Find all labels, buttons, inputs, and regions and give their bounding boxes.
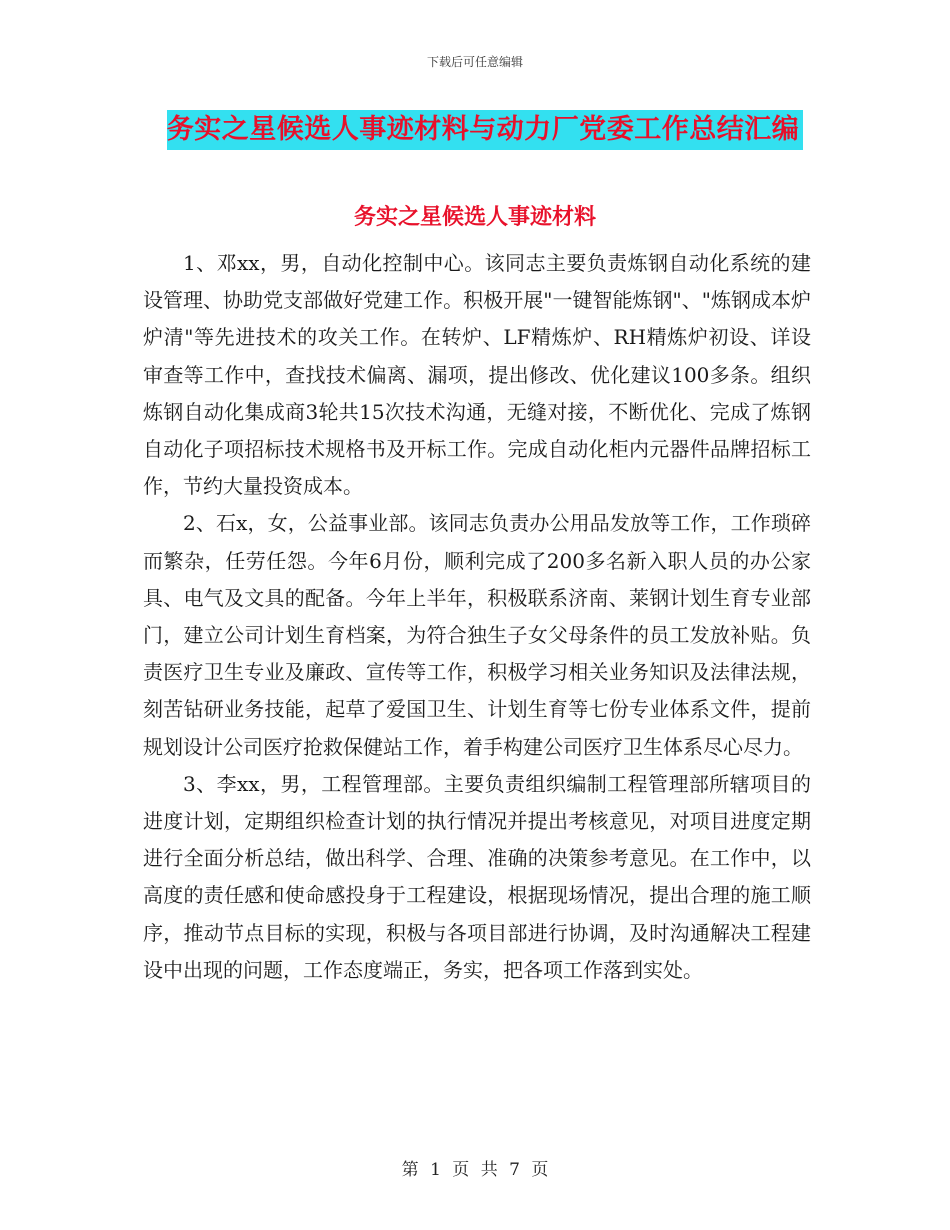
- document-body: [143, 245, 811, 989]
- paragraph-1: 1、邓xx，男，自动化控制中心。该同志主要负责炼钢自动化系统的建设管理、协助党支部做好党建工作。积极开展"一键智能炼钢"、"炼钢成本炉炉清"等先进技术的攻关工作。在转炉、LF精炼炉、RH精炼炉初设、详设审查等工作中，查找技术偏离、漏项，提出修改、优化建议100多条。组织炼钢自动化集成商3轮共15次技术沟通，无缝对接，不断优化、完成了炼钢自动化子项招标技术规格书及开标工作。完成自动化柜内元器件品牌招标工作，节约大量投资成本。: [143, 251, 811, 499]
- paragraph-3: 3、李xx，男，工程管理部。主要负责组织编制工程管理部所辖项目的进度计划，定期组织检查计划的执行情况并提出考核意见，对项目进度定期进行全面分析总结，做出科学、合理、准确的决策参考意见。在工作中，以高度的责任感和使命感投身于工程建设，根据现场情况，提出合理的施工顺序，推动节点目标的实现，积极与各项目部进行协调，及时沟通解决工程建设中出现的问题，工作态度端正，务实，把各项工作落到实处。: [143, 771, 811, 982]
- document-title: 务实之星候选人事迹材料与动力厂党委工作总结汇编: [167, 110, 804, 150]
- paragraph-2: 2、石x，女，公益事业部。该同志负责办公用品发放等工作，工作琐碎而繁杂，任劳任怨。今年6月份，顺利完成了200多名新入职人员的办公家具、电气及文具的配备。今年上半年，积极联系济南、莱钢计划生育专业部门，建立公司计划生育档案，为符合独生子女父母条件的员工发放补贴。负责医疗卫生专业及廉政、宣传等工作，积极学习相关业务知识及法律法规，刻苦钻研业务技能，起草了爱国卫生、计划生育等七份专业体系文件，提前规划设计公司医疗抢救保健站工作，着手构建公司医疗卫生体系尽心尽力。: [143, 511, 811, 759]
- page-number-footer: 第 1 页 共 7 页: [401, 1160, 549, 1180]
- header-note: 下载后可任意编辑: [426, 55, 523, 69]
- section-title: 务实之星候选人事迹材料: [353, 204, 596, 230]
- document-title-container: [0, 110, 950, 150]
